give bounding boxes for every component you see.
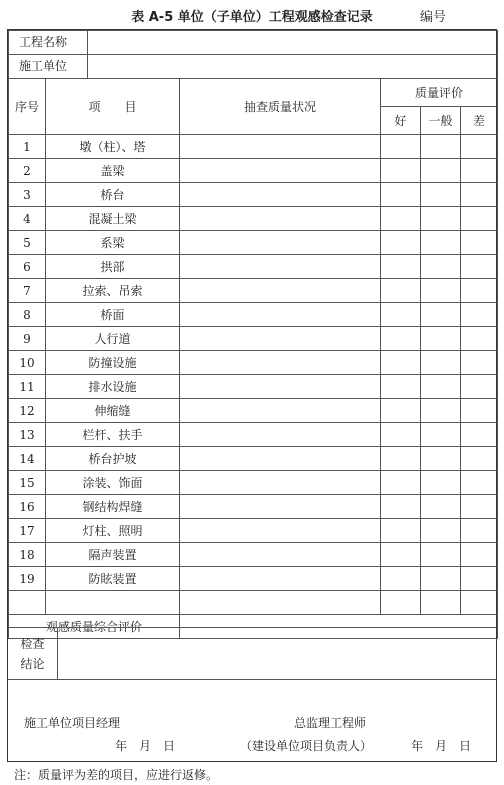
row-item: 桥台	[46, 183, 180, 207]
inspection-table	[8, 30, 498, 639]
owner-label: （建设单位项目负责人）	[240, 739, 373, 753]
row-item: 盖梁	[46, 159, 180, 183]
row-item: 人行道	[46, 327, 180, 351]
table-row	[9, 159, 498, 183]
row-poor-cell[interactable]	[461, 255, 498, 279]
row-poor-cell[interactable]	[461, 471, 498, 495]
row-item: 墩（柱）、塔	[46, 135, 180, 159]
row-poor-cell[interactable]	[461, 495, 498, 519]
contractor-field[interactable]	[88, 55, 497, 78]
row-poor-cell[interactable]	[461, 207, 498, 231]
project-name-label: 工程名称	[9, 31, 88, 54]
header-item: 项 目	[46, 79, 180, 135]
table-row	[9, 327, 498, 351]
manager-date[interactable]: 年 月 日	[115, 739, 176, 753]
header-status: 抽查质量状况	[180, 79, 381, 135]
row-good-cell[interactable]	[381, 351, 421, 375]
form-title-text: 表 A-5 单位（子单位）工程观感检查记录	[131, 10, 373, 25]
row-good-cell[interactable]	[381, 399, 421, 423]
row-item: 栏杆、扶手	[46, 423, 180, 447]
conclusion-label	[8, 628, 58, 680]
row-status-cell[interactable]	[180, 279, 381, 303]
header-quality: 质量评价	[381, 79, 498, 107]
row-fair-cell[interactable]	[421, 279, 461, 303]
blank-row-cell[interactable]	[381, 591, 421, 615]
row-status-cell[interactable]	[180, 543, 381, 567]
project-name-field[interactable]	[88, 31, 497, 54]
row-item: 隔声装置	[46, 543, 180, 567]
row-poor-cell[interactable]	[461, 183, 498, 207]
number-label: 编号	[420, 10, 447, 25]
row-poor-cell[interactable]	[461, 231, 498, 255]
row-fair-cell[interactable]	[421, 207, 461, 231]
row-status-cell[interactable]	[180, 375, 381, 399]
row-fair-cell[interactable]	[421, 567, 461, 591]
row-number: 6	[9, 255, 46, 279]
row-item: 防眩装置	[46, 567, 180, 591]
form-title	[0, 6, 504, 25]
row-status-cell[interactable]	[180, 327, 381, 351]
row-poor-cell[interactable]	[461, 135, 498, 159]
row-number: 10	[9, 351, 46, 375]
blank-row-cell[interactable]	[421, 591, 461, 615]
row-item: 混凝土梁	[46, 207, 180, 231]
header-poor: 差	[461, 107, 498, 135]
row-fair-cell[interactable]	[421, 327, 461, 351]
row-status-cell[interactable]	[180, 567, 381, 591]
row-poor-cell[interactable]	[461, 447, 498, 471]
table-row	[9, 471, 498, 495]
table-row	[9, 183, 498, 207]
row-poor-cell[interactable]	[461, 303, 498, 327]
row-poor-cell[interactable]	[461, 375, 498, 399]
table-row	[9, 135, 498, 159]
row-good-cell[interactable]	[381, 255, 421, 279]
row-status-cell[interactable]	[180, 495, 381, 519]
row-status-cell[interactable]	[180, 351, 381, 375]
row-good-cell[interactable]	[381, 231, 421, 255]
row-good-cell[interactable]	[381, 495, 421, 519]
row-good-cell[interactable]	[381, 159, 421, 183]
row-fair-cell[interactable]	[421, 495, 461, 519]
row-number: 2	[9, 159, 46, 183]
table-row	[9, 303, 498, 327]
blank-row-cell[interactable]	[461, 591, 498, 615]
overall-label: 观感质量综合评价	[9, 615, 180, 639]
row-status-cell[interactable]	[180, 255, 381, 279]
table-row	[9, 255, 498, 279]
footnote: 注：质量评为差的项目，应进行返修。	[14, 768, 219, 782]
row-status-cell[interactable]	[180, 207, 381, 231]
row-fair-cell[interactable]	[421, 135, 461, 159]
row-good-cell[interactable]	[381, 543, 421, 567]
row-good-cell[interactable]	[381, 303, 421, 327]
row-fair-cell[interactable]	[421, 231, 461, 255]
conclusion-label-line-2: 结论	[20, 657, 45, 671]
contractor-label: 施工单位	[9, 55, 88, 78]
row-status-cell[interactable]	[180, 471, 381, 495]
row-number: 3	[9, 183, 46, 207]
conclusion-section	[8, 627, 496, 680]
row-fair-cell[interactable]	[421, 183, 461, 207]
table-row	[9, 567, 498, 591]
conclusion-label-line-1: 检查	[20, 637, 45, 651]
table-row	[9, 447, 498, 471]
row-fair-cell[interactable]	[421, 399, 461, 423]
table-row	[9, 399, 498, 423]
form-sheet	[7, 29, 497, 762]
row-item: 系梁	[46, 231, 180, 255]
table-row	[9, 351, 498, 375]
table-row	[9, 207, 498, 231]
row-status-cell[interactable]	[180, 135, 381, 159]
row-status-cell[interactable]	[180, 447, 381, 471]
row-poor-cell[interactable]	[461, 159, 498, 183]
row-good-cell[interactable]	[381, 423, 421, 447]
row-status-cell[interactable]	[180, 159, 381, 183]
row-number: 14	[9, 447, 46, 471]
row-item: 排水设施	[46, 375, 180, 399]
blank-row-cell	[46, 591, 180, 615]
row-fair-cell[interactable]	[421, 159, 461, 183]
row-fair-cell[interactable]	[421, 375, 461, 399]
blank-row-cell	[9, 591, 46, 615]
row-number: 1	[9, 135, 46, 159]
row-fair-cell[interactable]	[421, 255, 461, 279]
row-number: 7	[9, 279, 46, 303]
row-good-cell[interactable]	[381, 567, 421, 591]
header-fair: 一般	[421, 107, 461, 135]
row-poor-cell[interactable]	[461, 567, 498, 591]
row-number: 4	[9, 207, 46, 231]
header-good: 好	[381, 107, 421, 135]
row-good-cell[interactable]	[381, 135, 421, 159]
supervisor-label: 总监理工程师	[294, 716, 367, 730]
row-number: 17	[9, 519, 46, 543]
manager-label: 施工单位项目经理	[24, 716, 121, 730]
row-number: 16	[9, 495, 46, 519]
row-number: 18	[9, 543, 46, 567]
table-row	[9, 423, 498, 447]
table-row	[9, 495, 498, 519]
row-item: 钢结构焊缝	[46, 495, 180, 519]
row-number: 11	[9, 375, 46, 399]
signature-section	[8, 679, 496, 764]
row-good-cell[interactable]	[381, 519, 421, 543]
row-item: 拱部	[46, 255, 180, 279]
row-number: 9	[9, 327, 46, 351]
row-number: 15	[9, 471, 46, 495]
row-number: 13	[9, 423, 46, 447]
row-fair-cell[interactable]	[421, 423, 461, 447]
row-status-cell[interactable]	[180, 183, 381, 207]
row-poor-cell[interactable]	[461, 351, 498, 375]
header-seq: 序号	[9, 79, 46, 135]
row-fair-cell[interactable]	[421, 471, 461, 495]
row-fair-cell[interactable]	[421, 543, 461, 567]
row-poor-cell[interactable]	[461, 327, 498, 351]
row-status-cell[interactable]	[180, 423, 381, 447]
row-poor-cell[interactable]	[461, 279, 498, 303]
row-good-cell[interactable]	[381, 207, 421, 231]
blank-row-cell[interactable]	[180, 591, 381, 615]
row-number: 12	[9, 399, 46, 423]
row-poor-cell[interactable]	[461, 519, 498, 543]
row-good-cell[interactable]	[381, 327, 421, 351]
row-item: 拉索、吊索	[46, 279, 180, 303]
row-status-cell[interactable]	[180, 519, 381, 543]
row-poor-cell[interactable]	[461, 399, 498, 423]
row-good-cell[interactable]	[381, 279, 421, 303]
conclusion-field[interactable]	[59, 628, 496, 680]
table-row	[9, 543, 498, 567]
row-poor-cell[interactable]	[461, 543, 498, 567]
row-status-cell[interactable]	[180, 303, 381, 327]
supervisor-date[interactable]: 年 月 日	[411, 739, 472, 753]
row-number: 5	[9, 231, 46, 255]
row-status-cell[interactable]	[180, 399, 381, 423]
row-poor-cell[interactable]	[461, 423, 498, 447]
row-fair-cell[interactable]	[421, 519, 461, 543]
row-good-cell[interactable]	[381, 183, 421, 207]
row-number: 19	[9, 567, 46, 591]
table-row	[9, 231, 498, 255]
row-fair-cell[interactable]	[421, 447, 461, 471]
row-item: 涂装、饰面	[46, 471, 180, 495]
row-item: 灯柱、照明	[46, 519, 180, 543]
row-good-cell[interactable]	[381, 375, 421, 399]
row-number: 8	[9, 303, 46, 327]
table-row	[9, 519, 498, 543]
table-row	[9, 279, 498, 303]
row-fair-cell[interactable]	[421, 303, 461, 327]
row-item: 伸缩缝	[46, 399, 180, 423]
row-good-cell[interactable]	[381, 447, 421, 471]
row-item: 桥面	[46, 303, 180, 327]
table-row	[9, 375, 498, 399]
row-good-cell[interactable]	[381, 471, 421, 495]
row-status-cell[interactable]	[180, 231, 381, 255]
row-item: 防撞设施	[46, 351, 180, 375]
row-fair-cell[interactable]	[421, 351, 461, 375]
row-item: 桥台护坡	[46, 447, 180, 471]
